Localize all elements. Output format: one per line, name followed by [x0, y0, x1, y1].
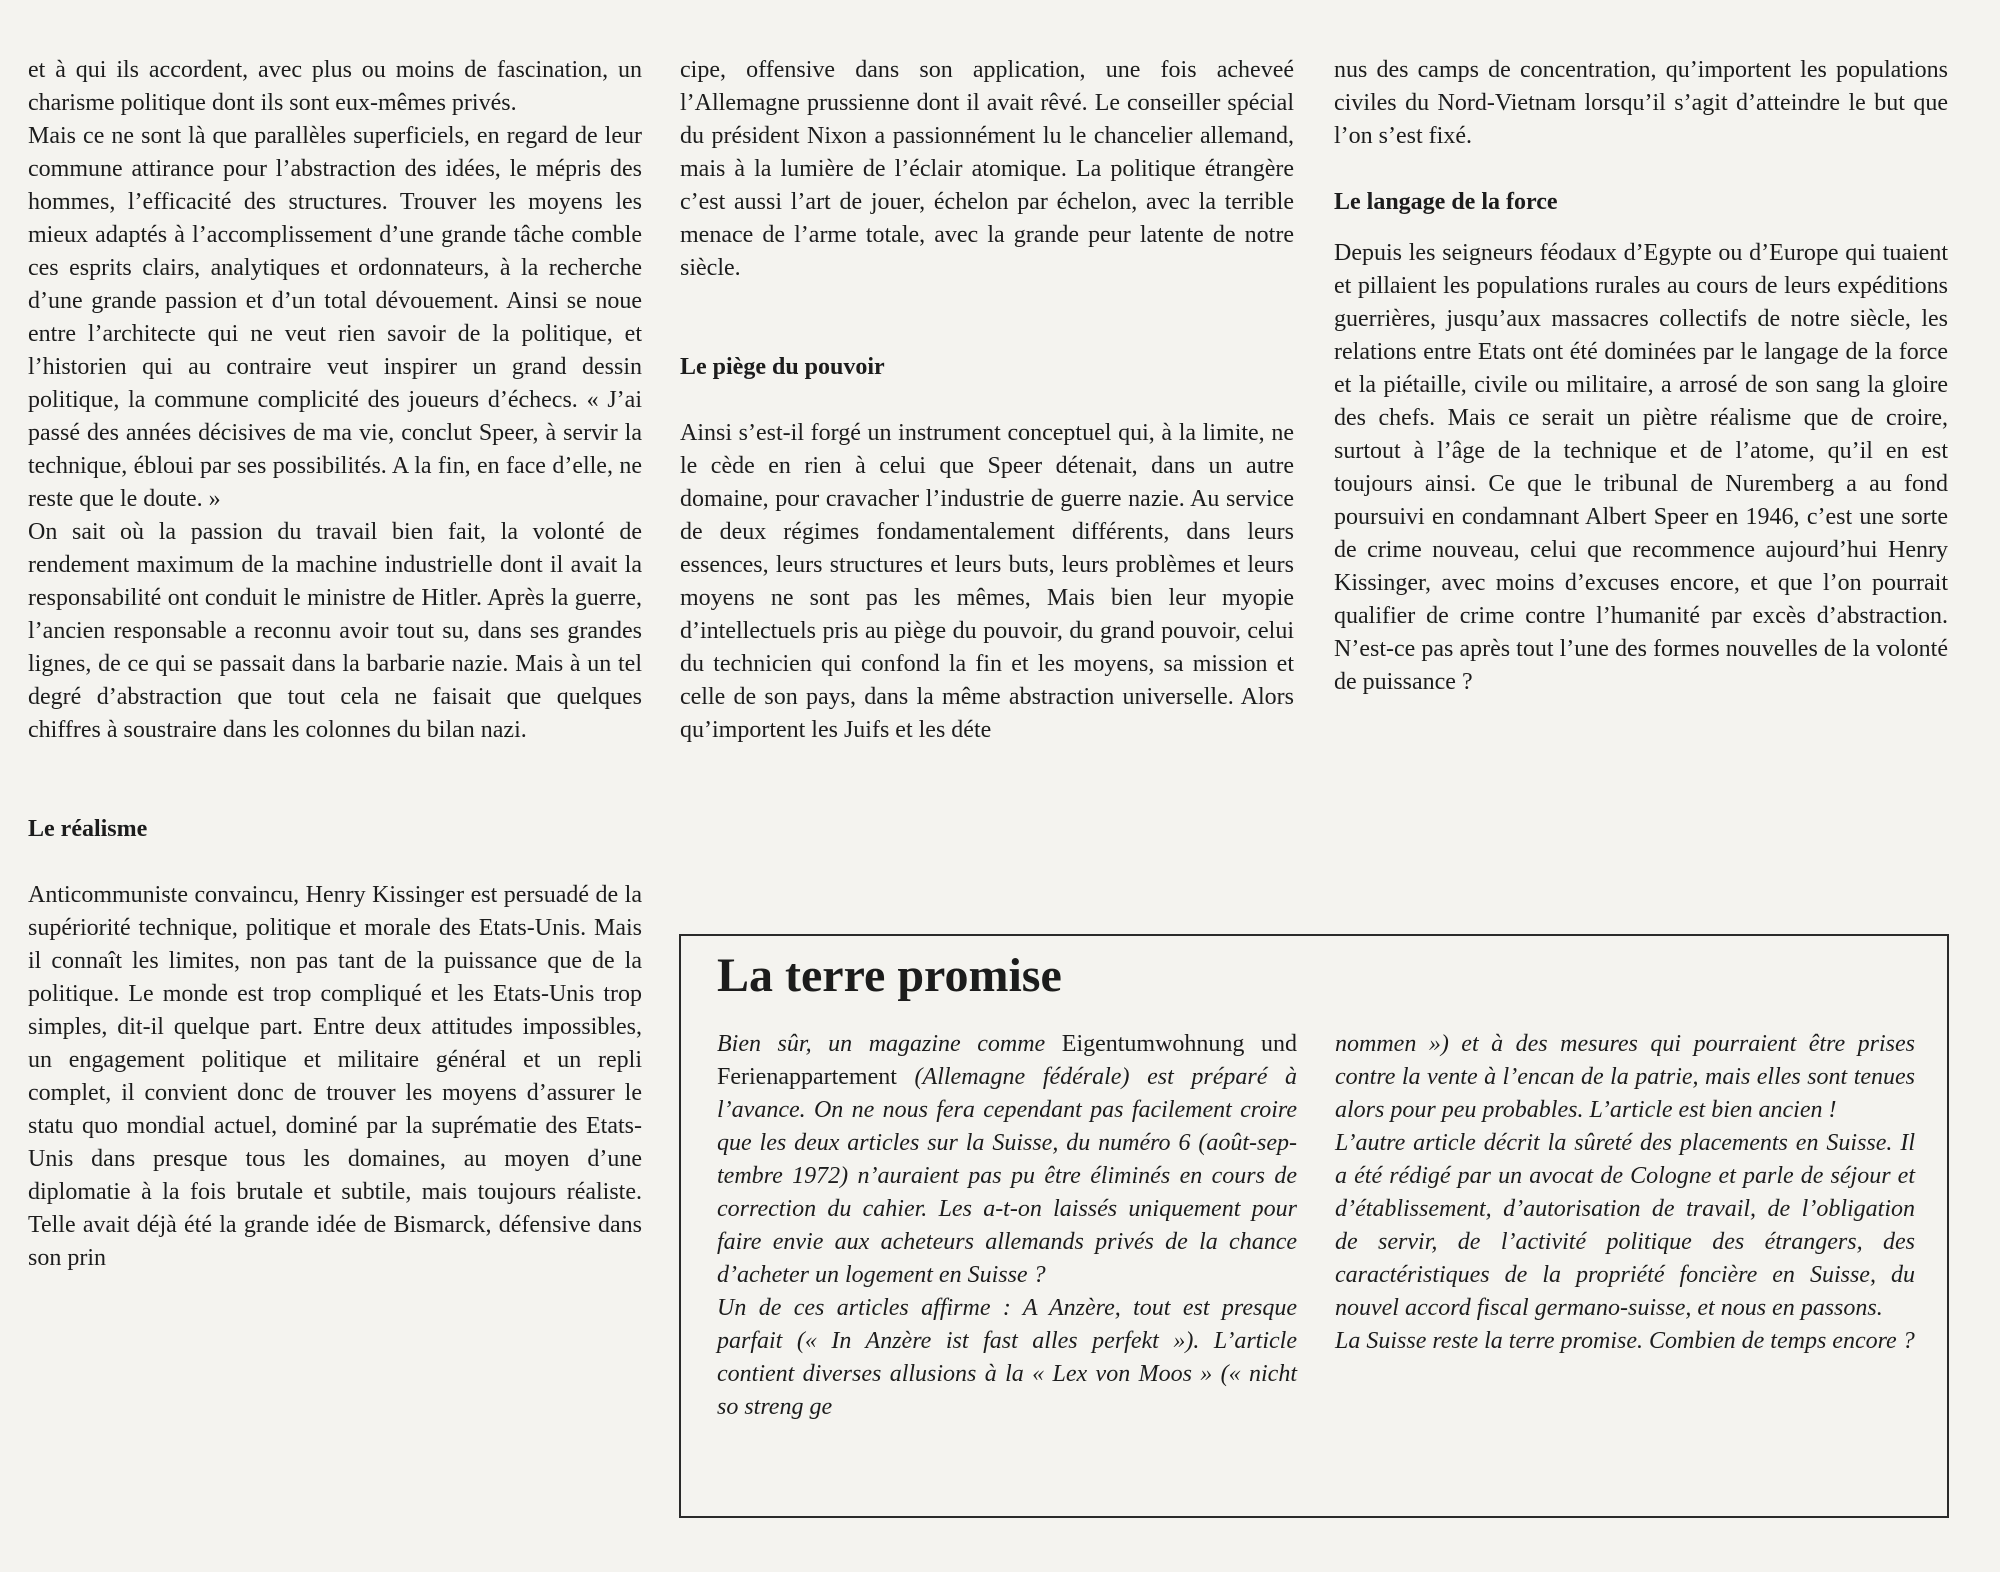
- spacer: [28, 780, 642, 813]
- paragraph: Anticommuniste convaincu, Henry Kissinger est persuadé de la supériorité technique, politique et morale des Etats-Unis. Mais il connaît les limites, non pas tant de la puissance que de la politique. Le monde est trop compliqué et les Etats-Unis trop simples, dit-il quelque part. Entre deux attitudes impossibles, un engagement politique et militaire général et un repli complet, il convient donc de trouver les moyens d’assurer le statu quo mondial actuel, dominé par la suprématie des Etats-Unis dans presque tous les domaines, au moyen d’une diplomatie à la fois brutale et subtile, mais toujours réaliste. Telle avait déjà été la grande idée de Bismarck, défensive dans son prin: [28, 882, 642, 1271]
- paragraph: nus des camps de concentration, qu’importent les populations civiles du Nord-Vietnam lorsqu’il s’agit d’atteindre le but que l’on s’est fixé.: [1334, 57, 1948, 149]
- section-heading-langage-de-la-force: Le langage de la force: [1334, 189, 1558, 215]
- spacer: [680, 384, 1294, 417]
- box-paragraph: Un de ces articles affirme : A Anzère, tout est presque parfait (« In Anzère ist fast alles perfekt »). L’article contient diverses allusions à la « Lex von Moos » (« nicht so streng ge: [717, 1295, 1297, 1420]
- article-column-3: [1334, 54, 1948, 699]
- spacer: [680, 318, 1294, 351]
- box-column-2: [1335, 1028, 1915, 1358]
- paragraph: cipe, offensive dans son application, une fois acheveé l’Allemagne prussienne dont il avait rêvé. Le conseiller spécial du président Nixon a passionnément lu le chancelier allemand, mais à la lumière de l’éclair atomique. La politique étrangère c’est aussi l’art de jouer, échelon par échelon, avec la terrible menace de l’arme totale, avec la grande peur latente de notre siècle.: [680, 57, 1294, 281]
- box-paragraph: La Suisse reste la terre promise. Combien de temps encore ?: [1335, 1328, 1915, 1354]
- paragraph: Depuis les seigneurs féodaux d’Egypte ou d’Europe qui tuaient et pillaient les populations rurales au cours de leurs expéditions guerrières, jusqu’aux massacres collectifs de notre siècle, les relations entre Etats ont été dominées par le langage de la force et la piétaille, civile ou militaire, a arrosé de son sang la gloire des chefs. Mais ce serait un piètre réalisme que de croire, surtout à l’âge de la technique et de l’atome, qu’il en est toujours ainsi. Ce que le tribunal de Nuremberg a au fond poursuivi en condamnant Albert Speer en 1946, c’est une sorte de crime nouveau, celui que recommence aujourd’hui Henry Kissinger, avec moins d’excuses encore, et que l’on pourrait qualifier de crime contre l’humanité par excès d’abstraction. N’est-ce pas après tout l’une des formes nouvelles de la volonté de puissance ?: [1334, 240, 1948, 695]
- box-paragraph: [717, 1028, 1297, 1292]
- paragraph: et à qui ils accordent, avec plus ou moins de fascination, un charisme politique dont ils sont eux-mêmes privés.: [28, 57, 642, 116]
- section-heading-realisme: Le réalisme: [28, 816, 148, 842]
- box-column-1: [717, 1028, 1297, 1424]
- paragraph: Ainsi s’est-il forgé un instrument conceptuel qui, à la limite, ne le cède en rien à celui que Speer détenait, dans un autre domaine, pour cravacher l’industrie de guerre nazie. Au service de deux régimes fondamentalement différents, dans leurs essences, leurs structures et leurs buts, leurs problèmes et leurs moyens ne sont pas les mêmes, Mais bien leur myopie d’intellectuels pris au piège du pouvoir, du grand pouvoir, celui du technicien qui confond la fin et les moyens, sa mission et celle de son pays, dans la même abstraction universelle. Alors qu’importent les Juifs et les déte: [680, 420, 1294, 743]
- spacer: [680, 285, 1294, 318]
- magazine-name: Eigentumwohnung und Ferienappartement: [717, 1031, 1297, 1090]
- paragraph: On sait où la passion du travail bien fait, la volonté de rendement maximum de la machine industrielle dont il avait la responsabilité ont conduit le ministre de Hitler. Après la guerre, l’ancien responsable a reconnu avoir tout su, dans ses grandes lignes, de ce qui se passait dans la barbarie nazie. Mais à un tel degré d’abstraction que tout cela ne faisait que quelques chiffres à soustraire dans les colonnes du bilan nazi.: [28, 519, 642, 743]
- spacer: [1334, 219, 1948, 237]
- article-column-1: [28, 54, 642, 1275]
- box-text: Bien sûr, un magazine comme: [717, 1031, 1062, 1057]
- article-column-2: [680, 54, 1294, 747]
- box-paragraph: nommen ») et à des mesures qui pourraient être prises contre la vente à l’encan de la patrie, mais elles sont tenues alors pour peu probables. L’article est bien ancien !: [1335, 1031, 1915, 1123]
- spacer: [28, 747, 642, 780]
- sidebar-box-terre-promise: [679, 934, 1949, 1518]
- paragraph: Mais ce ne sont là que parallèles superficiels, en regard de leur commune attirance pour l’abstraction des idées, le mépris des hommes, l’efficacité des structures. Trouver les moyens les mieux adaptés à l’accomplissement d’une grande tâche comble ces esprits clairs, analytiques et ordonnateurs, à la recherche d’une grande passion et d’un total dévouement. Ainsi se noue entre l’architecte qui ne veut rien savoir de la politique, et l’historien qui au contraire veut inspirer un grand dessin politique, la commune complicité des joueurs d’échecs. « J’ai passé des années décisives de ma vie, conclut Speer, à servir la technique, ébloui par ses possibilités. A la fin, en face d’elle, ne reste que le doute. »: [28, 123, 642, 512]
- spacer: [1334, 153, 1948, 186]
- box-text: (Allemagne fédérale) est préparé à l’avance. On ne nous fera cependant pas facilement croire que les deux articles sur la Suisse, du numéro 6 (août-septembre 1972) n’auraient pas pu être éliminés en cours de correction du cahier. Les a-t-on laissés uniquement pour faire envie aux acheteurs allemands privés de la chance d’acheter un logement en Suisse ?: [717, 1064, 1297, 1288]
- box-title: La terre promise: [717, 949, 1062, 1002]
- section-heading-piege-du-pouvoir: Le piège du pouvoir: [680, 354, 885, 380]
- box-paragraph: L’autre article décrit la sûreté des placements en Suisse. Il a été rédigé par un avocat de Cologne et parle de séjour et d’établissement, d’autorisation de travail, de l’obligation de servir, de l’activité politique des étrangers, des caractéristiques de la propriété foncière en Suisse, du nouvel accord fiscal germano-suisse, et nous en passons.: [1335, 1130, 1915, 1321]
- spacer: [28, 846, 642, 879]
